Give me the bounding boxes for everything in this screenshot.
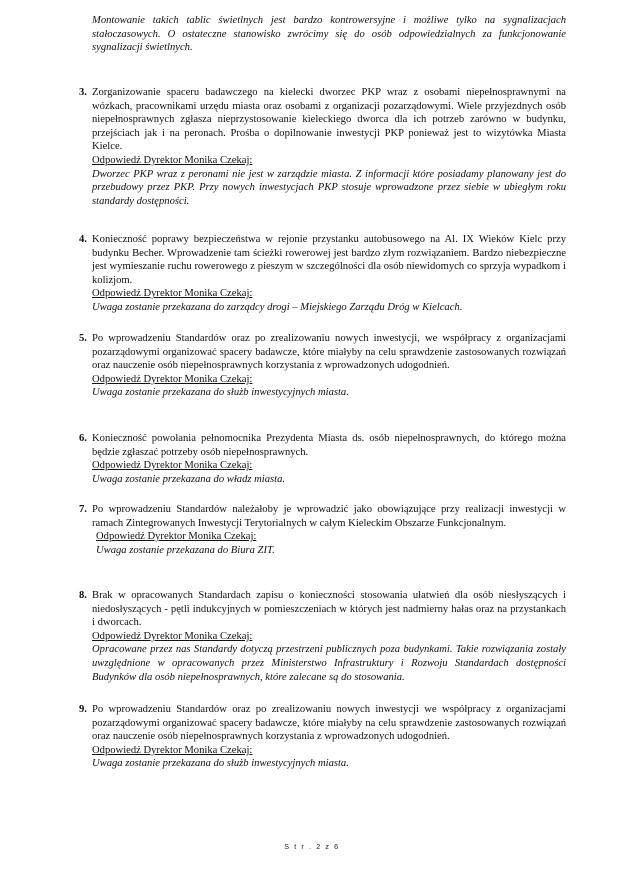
item-text: Po wprowadzeniu Standardów oraz po zrealizowaniu nowych inwestycji we współpracy z organizacjami pozarządowymi organizować spacery badawcze, które miałyby na celu sprawdzenie zastosowanych rozwiązań oraz nauczenie osób niepełnosprawnych korzystania z wprowadzonych udogodnień.: [92, 704, 566, 743]
list-item-6: [79, 432, 566, 486]
list-item-7: [79, 503, 566, 557]
item-number: 6.: [79, 433, 87, 444]
answer-label: Odpowiedź Dyrektor Monika Czekaj:: [92, 154, 253, 166]
item-text: Brak w opracowanych Standardach zapisu o konieczności stosowania ułatwień dla osób niesłyszących i niedosłyszących - pętli indukcyjnych w pomieszczeniach w których jest nadmierny hałas oraz na przystankach i dworcach.: [92, 590, 566, 629]
answer-label: Odpowiedź Dyrektor Monika Czekaj:: [92, 744, 253, 756]
answer-text: Uwaga zostanie przekazana do zarządcy drogi – Miejskiego Zarządu Dróg w Kielcach.: [92, 301, 463, 313]
list-item-5: [79, 332, 566, 400]
list-item-9: [79, 703, 566, 771]
intro-text: Montowanie takich tablic świetlnych jest bardzo kontrowersyjne i możliwe tylko na sygnalizacjach stałoczasowych. O ostateczne stanowisko zwrócimy się do osób odpowiedzialnych za funkcjonowanie sygnalizacji świetlnych.: [92, 15, 566, 54]
list-item-3: [79, 86, 566, 208]
item-number: 9.: [79, 704, 87, 715]
item-number: 5.: [79, 333, 87, 344]
answer-label: Odpowiedź Dyrektor Monika Czekaj:: [92, 373, 253, 385]
answer-label: Odpowiedź Dyrektor Monika Czekaj:: [92, 630, 253, 642]
item-text: Po wprowadzeniu Standardów oraz po zrealizowaniu nowych inwestycji, we współpracy z organizacjami pozarządowymi organizować spacery badawcze, które miałyby na celu sprawdzenie zastosowanych rozwiązań oraz nauczenie osób niepełnosprawnych korzystania z wprowadzonych udogodnień.: [92, 333, 566, 372]
answer-text: Opracowane przez nas Standardy dotyczą przestrzeni publicznych poza budynkami. Takie rozwiązania zostały uwzględnione w opracowanych przez Ministerstwo Infrastruktury i Rozwoju Standardach dostępności Budynków dla osób niepełnosprawnych, które zalecane są do stosowania.: [92, 644, 566, 683]
item-number: 7.: [79, 504, 87, 515]
answer-text: Dworzec PKP wraz z peronami nie jest w zarządzie miasta. Z informacji które posiadamy planowany jest do przebudowy przez PKP. Przy nowych inwestycjach PKP stosuje wprowadzone przez siebie w ubiegłym roku standardy dostępności.: [92, 168, 566, 207]
item-text: Zorganizowanie spaceru badawczego na kielecki dworzec PKP wraz z osobami niepełnosprawnymi na wózkach, pracownikami urzędu miasta oraz osobami z organizacji pozarządowymi. Wiele przyjezdnych osób niepełnosprawnych zgłasza nieprzystosowanie kieleckiego dworca dla ich potrzeb zarówno w budynku, przejściach jak i na peronach. Prośba o dopilnowanie inwestycji PKP ponieważ jest to wizytówka Miasta Kielce.: [92, 87, 566, 153]
answer-label: Odpowiedź Dyrektor Monika Czekaj:: [92, 460, 253, 472]
answer-text: Uwaga zostanie przekazana do służb inwestycyjnych miasta.: [92, 387, 349, 399]
page-number-footer: S t r . 2 z 6: [284, 842, 340, 851]
answer-text: Uwaga zostanie przekazana do Biura ZIT.: [96, 544, 275, 556]
intro-paragraph: [92, 14, 566, 55]
item-number: 4.: [79, 234, 87, 245]
answer-text: Uwaga zostanie przekazana do służb inwestycyjnych miasta.: [92, 758, 349, 770]
answer-text: Uwaga zostanie przekazana do władz miasta.: [92, 473, 286, 485]
answer-label: Odpowiedź Dyrektor Monika Czekaj:: [96, 531, 257, 543]
list-item-4: [79, 233, 566, 315]
item-text: Konieczność powołania pełnomocnika Prezydenta Miasta ds. osób niepełnosprawnych, do którego można będzie zgłaszać potrzeby osób niepełnosprawnych.: [92, 433, 566, 458]
list-item-8: [79, 589, 566, 684]
item-number: 3.: [79, 87, 87, 98]
item-text: Konieczność poprawy bezpieczeństwa w rejonie przystanku autobusowego na Al. IX Wieków Kielc przy budynku Becher. Wprowadzenie tam ścieżki rowerowej jest bardzo złym rozwiązaniem. Bardzo niebezpieczne jest wymieszanie ruchu rowerowego z pieszym w szczególności dla osób niewidomych co sprzyja wypadkom i kolizjom.: [92, 234, 566, 286]
item-text: Po wprowadzeniu Standardów należałoby je wprowadzić jako obowiązujące przy realizacji inwestycji w ramach Zintegrowanych Inwestycji Terytorialnych w całym Kieleckim Obszarze Funkcjonalnym.: [92, 504, 566, 529]
answer-label: Odpowiedź Dyrektor Monika Czekaj:: [92, 288, 253, 300]
item-number: 8.: [79, 590, 87, 601]
